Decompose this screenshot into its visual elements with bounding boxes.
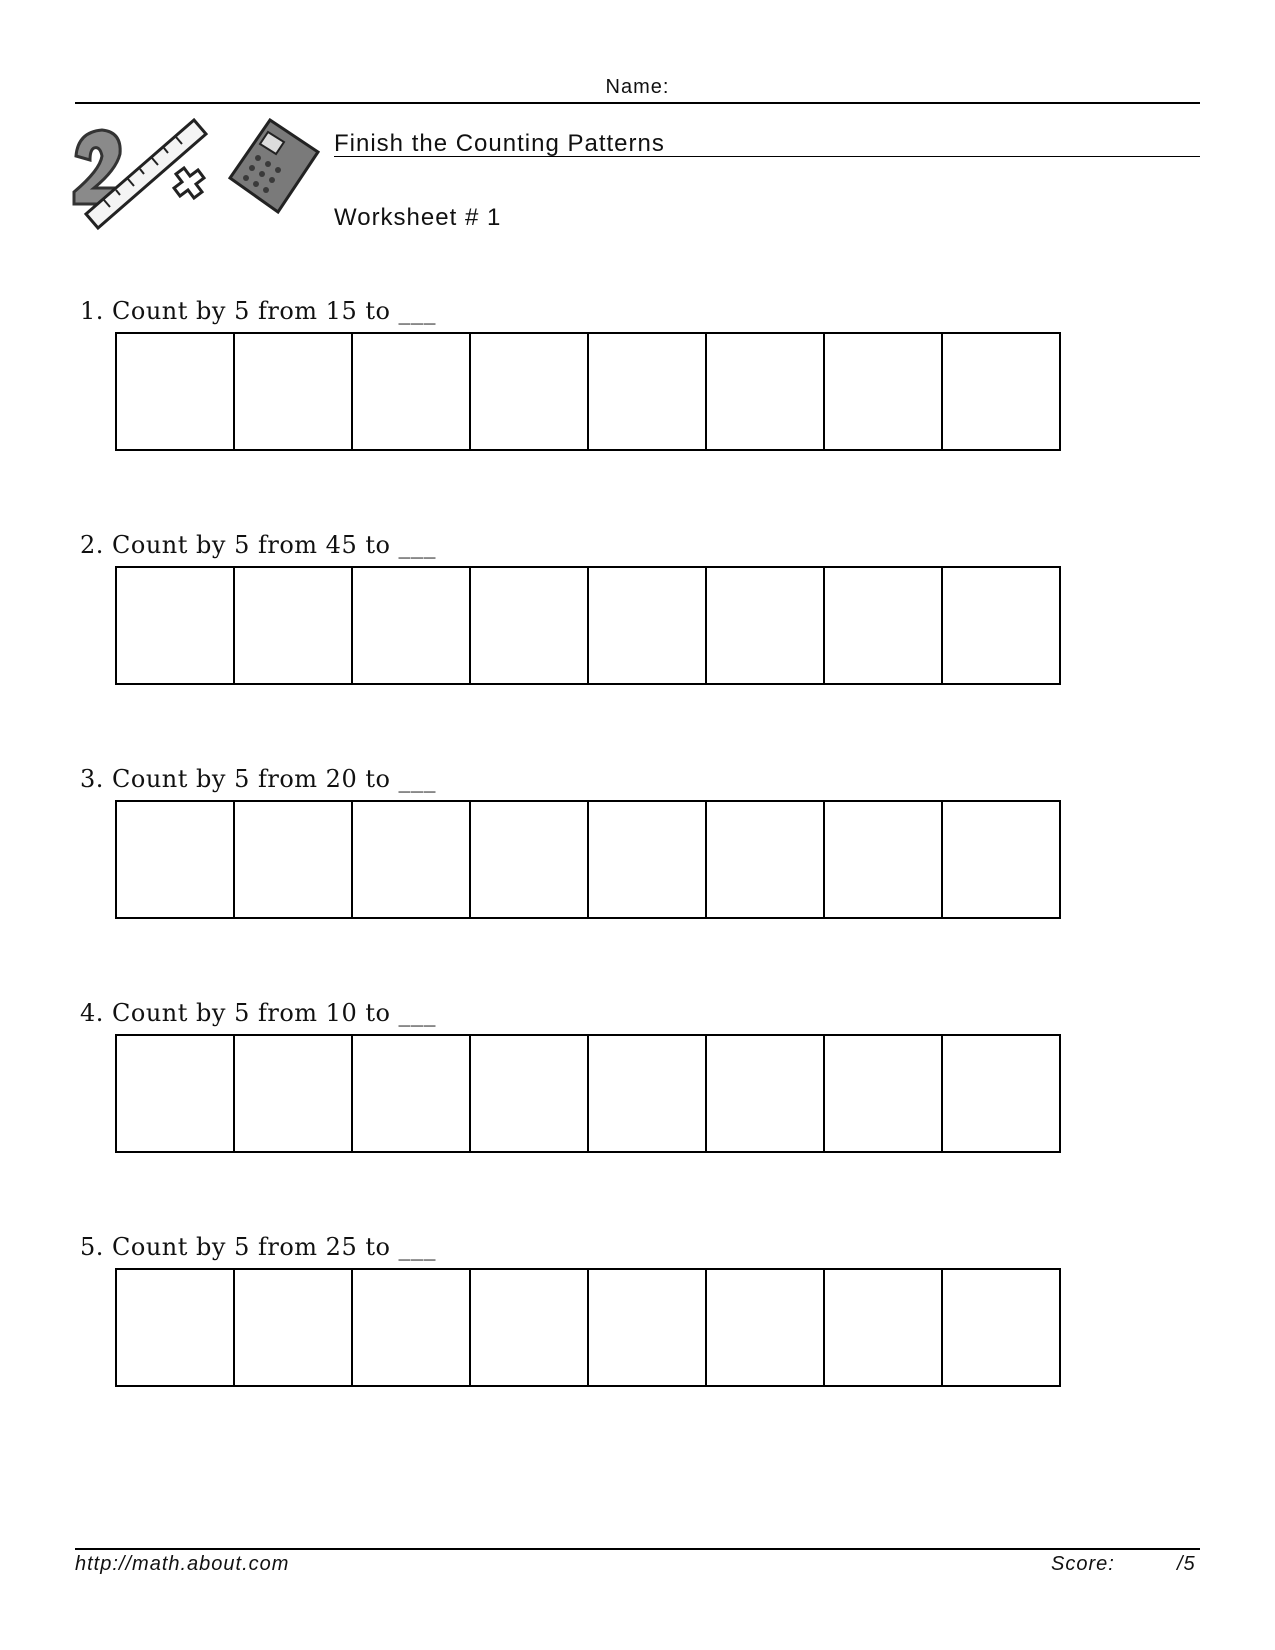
answer-box[interactable] [823, 332, 943, 451]
answer-box[interactable] [705, 800, 825, 919]
problem-2 [80, 531, 1180, 701]
title-underline [334, 156, 1200, 157]
answer-box[interactable] [351, 566, 471, 685]
answer-box[interactable] [587, 1034, 707, 1153]
answer-box[interactable] [941, 332, 1061, 451]
problem-1 [80, 297, 1180, 467]
problem-5 [80, 1233, 1180, 1403]
problem-text: 2. Count by 5 from 45 to ___ [80, 531, 437, 559]
problem-3 [80, 765, 1180, 935]
times-sign-icon [174, 168, 204, 198]
answer-boxes [115, 1034, 1076, 1153]
answer-box[interactable] [351, 1034, 471, 1153]
answer-box[interactable] [823, 800, 943, 919]
answer-box[interactable] [941, 566, 1061, 685]
answer-box[interactable] [823, 566, 943, 685]
problem-text: 1. Count by 5 from 15 to ___ [80, 297, 437, 325]
answer-box[interactable] [233, 566, 353, 685]
answer-box[interactable] [705, 332, 825, 451]
answer-box[interactable] [705, 566, 825, 685]
answer-box[interactable] [587, 800, 707, 919]
answer-box[interactable] [941, 1268, 1061, 1387]
answer-box[interactable] [233, 332, 353, 451]
answer-box[interactable] [233, 1268, 353, 1387]
name-label: Name: [605, 76, 670, 98]
answer-boxes [115, 1268, 1076, 1387]
answer-box[interactable] [705, 1034, 825, 1153]
answer-box[interactable] [587, 332, 707, 451]
answer-box[interactable] [941, 800, 1061, 919]
answer-box[interactable] [469, 1034, 589, 1153]
answer-boxes [115, 566, 1076, 685]
answer-box[interactable] [469, 800, 589, 919]
answer-boxes [115, 800, 1076, 919]
score-total: /5 [1177, 1553, 1196, 1575]
answer-box[interactable] [115, 332, 235, 451]
worksheet-number: Worksheet # 1 [334, 204, 502, 231]
footer-divider [75, 1548, 1200, 1550]
header-divider [75, 102, 1200, 104]
answer-box[interactable] [587, 566, 707, 685]
answer-box[interactable] [115, 800, 235, 919]
answer-box[interactable] [233, 800, 353, 919]
answer-box[interactable] [823, 1034, 943, 1153]
problem-text: 4. Count by 5 from 10 to ___ [80, 999, 437, 1027]
answer-box[interactable] [351, 332, 471, 451]
score-label: Score: [1051, 1553, 1115, 1575]
answer-boxes [115, 332, 1076, 451]
answer-box[interactable] [115, 566, 235, 685]
answer-box[interactable] [941, 1034, 1061, 1153]
problem-text: 5. Count by 5 from 25 to ___ [80, 1233, 437, 1261]
answer-box[interactable] [469, 1268, 589, 1387]
answer-box[interactable] [587, 1268, 707, 1387]
calculator-icon [230, 120, 318, 212]
problem-4 [80, 999, 1180, 1169]
answer-box[interactable] [823, 1268, 943, 1387]
answer-box[interactable] [351, 800, 471, 919]
answer-box[interactable] [115, 1034, 235, 1153]
footer-url: http://math.about.com [75, 1553, 290, 1575]
answer-box[interactable] [351, 1268, 471, 1387]
worksheet-title: Finish the Counting Patterns [334, 130, 665, 157]
answer-box[interactable] [115, 1268, 235, 1387]
answer-box[interactable] [233, 1034, 353, 1153]
problem-text: 3. Count by 5 from 20 to ___ [80, 765, 437, 793]
math-logo [72, 118, 342, 240]
answer-box[interactable] [469, 566, 589, 685]
answer-box[interactable] [705, 1268, 825, 1387]
answer-box[interactable] [469, 332, 589, 451]
